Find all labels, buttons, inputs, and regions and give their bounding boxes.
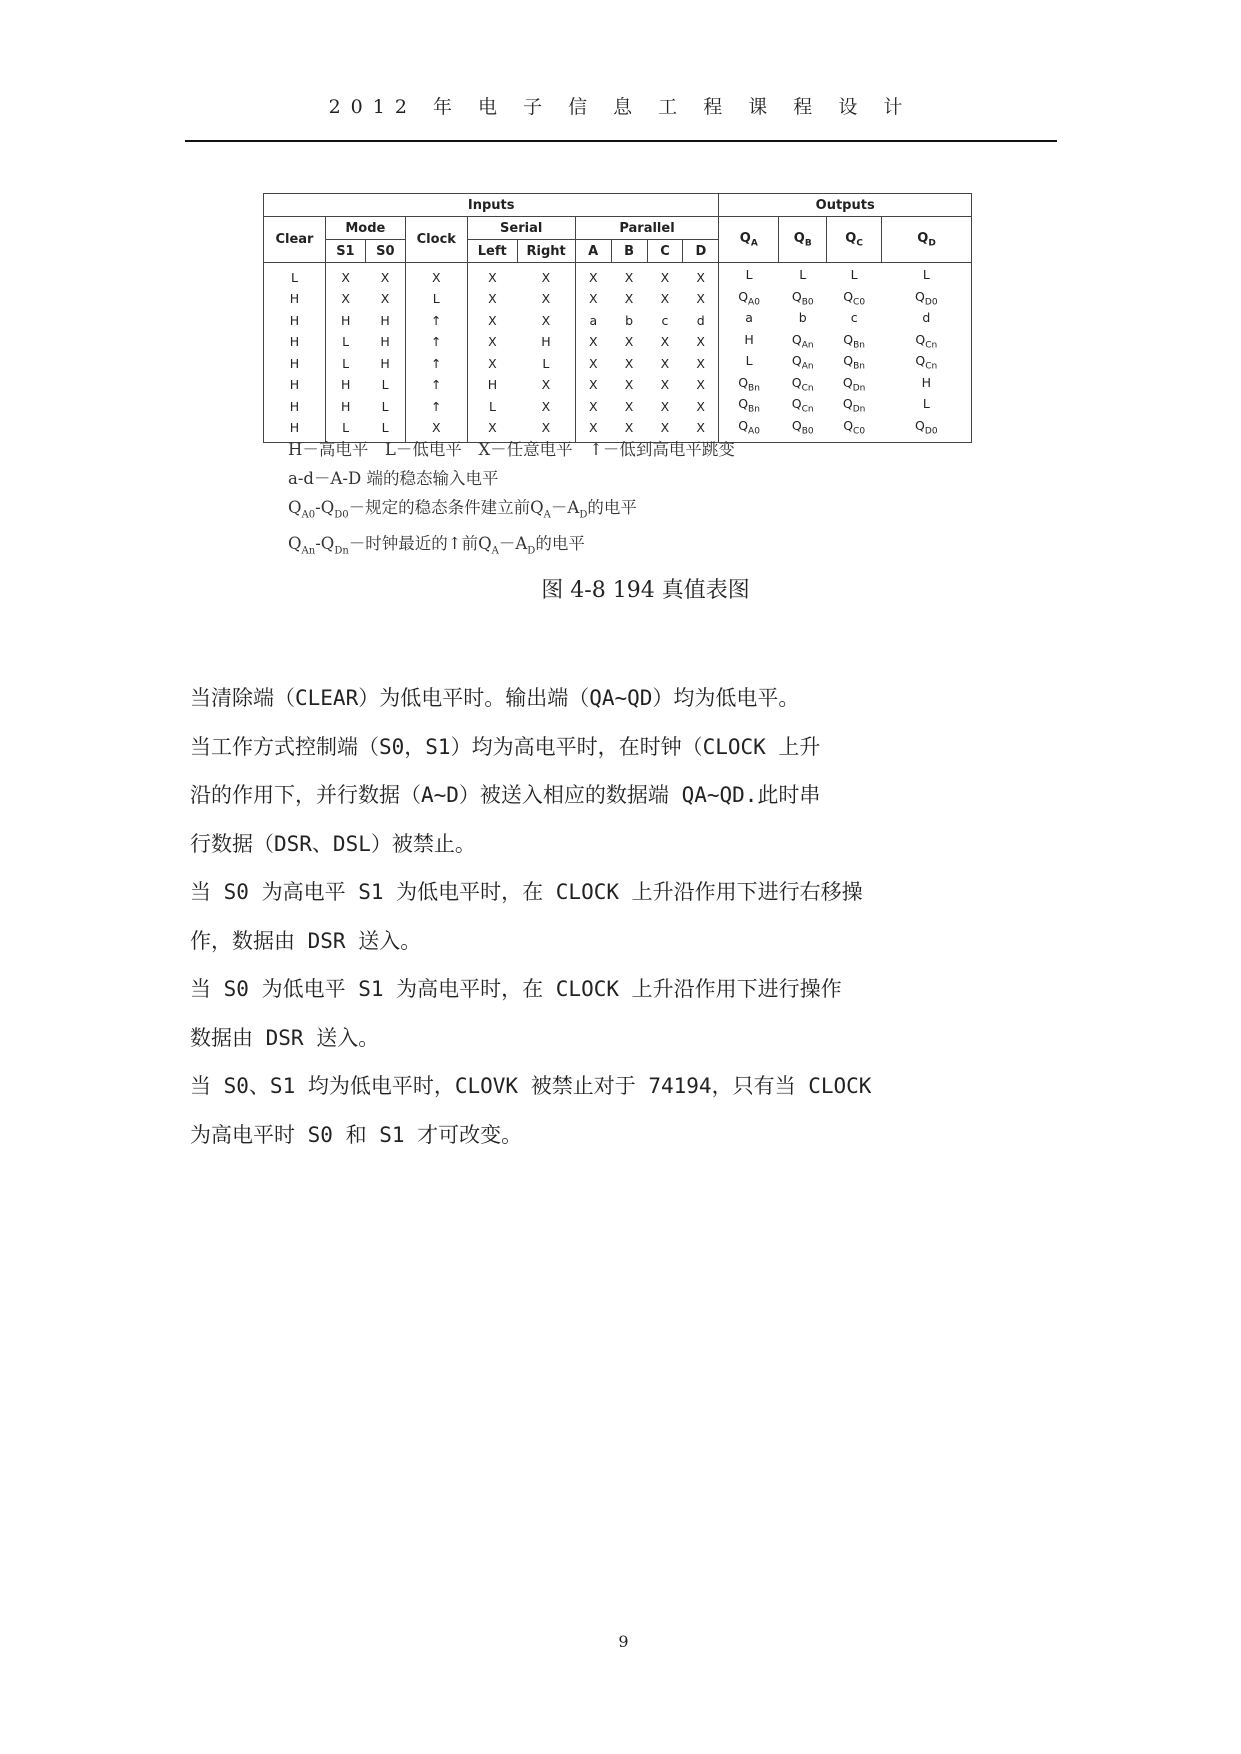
table-cell: X xyxy=(683,396,719,418)
table-cell: X xyxy=(624,355,634,371)
table-cell: a xyxy=(575,310,611,332)
table-cell: ↑ xyxy=(405,375,467,397)
legend-line-clock: $Q_{An}-Q_{Dn}-$时钟最近的↑前$Q_A-A_D$的电平 xyxy=(288,534,585,557)
table-cell: X xyxy=(365,263,405,289)
table-cell: L xyxy=(365,375,405,397)
table-cell: ↑ xyxy=(405,332,467,354)
output-cell: $Q_{C0}$ xyxy=(827,418,882,443)
page-number: 9 xyxy=(618,1632,629,1651)
output-cell: $Q_{Bn}$ xyxy=(719,375,779,397)
table-cell: X xyxy=(611,418,647,443)
outputs-group-header: Outputs xyxy=(719,194,972,217)
output-cell: $Q_{An}$ xyxy=(791,353,814,372)
paragraph-line: 当清除端（CLEAR）为低电平时。输出端（QA~QD）均为低电平。 xyxy=(190,686,800,710)
table-cell: H xyxy=(264,396,326,418)
output-cell: $Q_{An}$ xyxy=(791,331,814,350)
output-cell: $Q_{Bn}$ xyxy=(719,396,779,418)
table-cell: X xyxy=(365,289,405,311)
output-cell: H xyxy=(882,375,972,397)
mode-header: Mode xyxy=(325,217,405,240)
table-cell: L xyxy=(325,353,365,375)
output-cell: L xyxy=(882,396,972,418)
table-cell: X xyxy=(624,377,634,393)
paragraph-line: 当 S0、S1 均为低电平时，CLOVK 被禁止对于 74194，只有当 CLOCK xyxy=(190,1074,872,1098)
table-cell: H xyxy=(264,353,326,375)
table-cell: X xyxy=(467,418,517,443)
output-cell: b xyxy=(798,310,807,325)
table-cell: L xyxy=(467,396,517,418)
table-cell: X xyxy=(405,263,467,289)
table-cell: X xyxy=(647,418,683,443)
table-cell: c xyxy=(661,312,669,328)
paragraph-line: 当 S0 为高电平 S1 为低电平时，在 CLOCK 上升沿作用下进行右移操 xyxy=(190,880,863,904)
paragraph-line: 作，数据由 DSR 送入。 xyxy=(190,928,422,953)
table-cell: L xyxy=(517,353,575,375)
parallel-header: Parallel xyxy=(575,217,719,240)
table-cell: X xyxy=(575,289,611,311)
table-cell: H xyxy=(325,396,365,418)
table-cell: X xyxy=(575,263,611,289)
paragraph-line: 数据由 DSR 送入。 xyxy=(190,1025,380,1050)
table-cell: L xyxy=(365,418,405,443)
output-header-qa: $Q_A$ xyxy=(719,217,779,263)
table-cell: X xyxy=(624,291,634,307)
table-cell: X xyxy=(660,291,670,307)
table-cell: ↑ xyxy=(405,310,467,332)
table-cell: X xyxy=(624,334,634,350)
table-cell: X xyxy=(683,375,719,397)
table-row xyxy=(264,332,972,354)
table-cell: b xyxy=(625,312,633,328)
table-cell: X xyxy=(575,332,611,354)
output-cell: $Q_{C0}$ xyxy=(843,288,866,307)
table-row xyxy=(264,375,972,397)
output-cell: $Q_{Dn}$ xyxy=(842,374,866,393)
serial-header: Serial xyxy=(467,217,575,240)
output-cell: $Q_{A0}$ xyxy=(719,418,779,443)
output-cell: c xyxy=(850,310,858,325)
inputs-group-header: Inputs xyxy=(264,194,719,217)
clock-header: Clock xyxy=(405,217,467,263)
table-cell: L xyxy=(325,418,365,443)
c-header: C xyxy=(647,240,683,263)
table-cell: X xyxy=(683,289,719,311)
output-cell: $Q_{Bn}$ xyxy=(843,353,865,372)
table-row xyxy=(264,353,972,375)
table-cell: L xyxy=(365,396,405,418)
table-cell: X xyxy=(575,353,611,375)
output-cell: $Q_{Cn}$ xyxy=(882,332,972,354)
a-header: A xyxy=(575,240,611,263)
paragraph-line: 为高电平时 S0 和 S1 才可改变。 xyxy=(190,1122,523,1147)
table-cell: ↑ xyxy=(405,396,467,418)
table-cell: X xyxy=(624,269,634,285)
output-header-qc: $Q_C$ xyxy=(827,217,882,263)
table-cell: X xyxy=(575,396,611,418)
table-cell: X xyxy=(575,375,611,397)
right-header: Right xyxy=(517,240,575,263)
table-cell: X xyxy=(517,418,575,443)
table-row xyxy=(264,289,972,311)
table-cell: X xyxy=(517,289,575,311)
table-cell: H xyxy=(325,310,365,332)
table-cell: X xyxy=(517,310,575,332)
output-cell: $Q_{D0}$ xyxy=(882,289,972,311)
output-cell: $Q_{D0}$ xyxy=(882,418,972,443)
table-cell: H xyxy=(264,310,326,332)
output-cell: $Q_{A0}$ xyxy=(719,289,779,311)
output-cell: $Q_{Bn}$ xyxy=(843,331,865,350)
table-cell: H xyxy=(325,375,365,397)
column-header-row xyxy=(264,217,972,240)
table-cell: H xyxy=(264,418,326,443)
s1-header: S1 xyxy=(325,240,365,263)
table-cell: X xyxy=(683,353,719,375)
body-text xyxy=(190,674,950,1159)
table-cell: X xyxy=(660,334,670,350)
d-header: D xyxy=(683,240,719,263)
legend-line-steady-state: $Q_{A0}-Q_{D0}-$规定的稳态条件建立前$Q_A-A_D$的电平 xyxy=(288,498,637,521)
output-cell: a xyxy=(719,310,779,332)
output-cell: d xyxy=(882,310,972,332)
output-cell: $Q_{Dn}$ xyxy=(842,396,866,415)
truth-table-body xyxy=(264,263,972,443)
table-cell: H xyxy=(365,353,405,375)
table-cell: X xyxy=(467,353,517,375)
paragraph-line: 当 S0 为低电平 S1 为高电平时，在 CLOCK 上升沿作用下进行操作 xyxy=(190,977,842,1001)
legend-line-inputs: a-d－A-D 端的稳态输入电平 xyxy=(288,469,499,488)
table-cell: d xyxy=(683,310,719,332)
table-cell: X xyxy=(660,398,670,414)
output-cell: L xyxy=(882,263,972,289)
paragraph-line: 沿的作用下，并行数据（A~D）被送入相应的数据端 QA~QD.此时串 xyxy=(190,783,821,807)
s0-header: S0 xyxy=(365,240,405,263)
table-cell: X xyxy=(683,263,719,289)
table-cell: X xyxy=(575,418,611,443)
table-cell: H xyxy=(365,332,405,354)
output-cell: $Q_{B0}$ xyxy=(791,288,814,307)
table-cell: L xyxy=(405,289,467,311)
page-header: 2012 年 电 子 信 息 工 程 课 程 设 计 xyxy=(328,96,913,118)
output-header-qb: $Q_B$ xyxy=(779,217,827,263)
table-cell: H xyxy=(264,289,326,311)
table-row xyxy=(264,310,972,332)
table-cell: X xyxy=(624,398,634,414)
table-cell: X xyxy=(405,418,467,443)
b-header: B xyxy=(611,240,647,263)
header-rule xyxy=(185,140,1057,142)
table-cell: H xyxy=(467,375,517,397)
output-cell: $Q_{B0}$ xyxy=(779,418,827,443)
table-cell: X xyxy=(683,418,719,443)
table-cell: X xyxy=(517,263,575,289)
table-cell: X xyxy=(660,355,670,371)
table-cell: X xyxy=(517,375,575,397)
table-cell: X xyxy=(467,310,517,332)
table-cell: X xyxy=(325,289,365,311)
output-cell: H xyxy=(719,332,779,354)
output-cell: L xyxy=(719,353,779,375)
table-cell: X xyxy=(660,269,670,285)
left-header: Left xyxy=(467,240,517,263)
figure-caption: 图 4-8 194 真值表图 xyxy=(541,578,750,603)
table-cell: H xyxy=(365,310,405,332)
truth-table-194 xyxy=(263,193,972,443)
table-cell: X xyxy=(660,377,670,393)
output-cell: L xyxy=(719,263,779,289)
paragraph-line: 当工作方式控制端（S0，S1）均为高电平时，在时钟（CLOCK 上升 xyxy=(190,734,821,759)
clear-header: Clear xyxy=(264,217,326,263)
table-cell: H xyxy=(517,332,575,354)
output-header-qd: $Q_D$ xyxy=(882,217,972,263)
table-cell: L xyxy=(325,332,365,354)
legend-line-levels: H－高电平 L－低电平 X－任意电平 ↑－低到高电平跳变 xyxy=(288,440,735,459)
group-header-row xyxy=(264,194,972,217)
paragraph-line: 行数据（DSR、DSL）被禁止。 xyxy=(190,831,476,856)
table-cell: H xyxy=(264,332,326,354)
table-cell: X xyxy=(467,289,517,311)
table-cell: H xyxy=(264,375,326,397)
output-cell: $Q_{Cn}$ xyxy=(882,353,972,375)
table-row xyxy=(264,396,972,418)
truth-table-legend xyxy=(288,435,735,566)
output-cell: $Q_{Cn}$ xyxy=(791,396,814,415)
table-cell: X xyxy=(467,263,517,289)
table-cell: X xyxy=(467,332,517,354)
table-row xyxy=(264,263,972,289)
table-cell: L xyxy=(264,263,326,289)
table-cell: ↑ xyxy=(405,353,467,375)
table-cell: X xyxy=(517,396,575,418)
output-cell: L xyxy=(799,267,807,282)
output-cell: L xyxy=(850,267,858,282)
output-cell: $Q_{Cn}$ xyxy=(791,374,814,393)
table-cell: X xyxy=(683,332,719,354)
table-cell: X xyxy=(325,263,365,289)
